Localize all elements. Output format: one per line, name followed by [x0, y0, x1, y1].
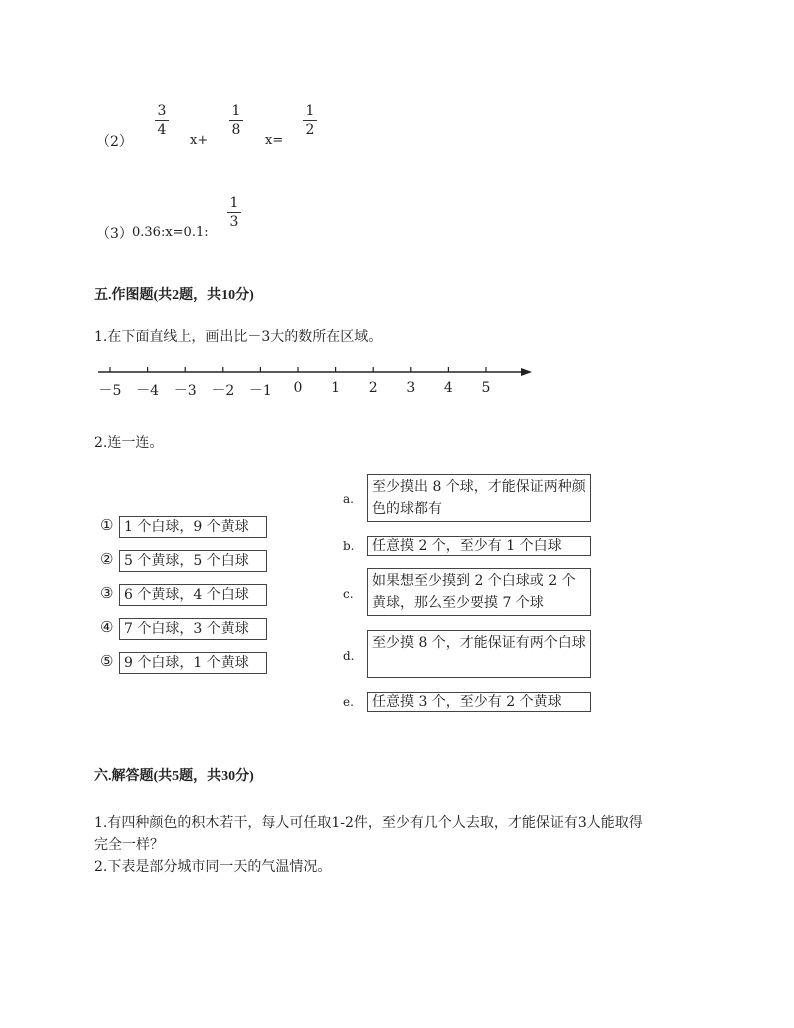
section-6-question-1-line-2: 完全一样？ [94, 837, 164, 853]
fraction-1-8 [226, 103, 246, 138]
fraction-numerator: 1 [229, 195, 239, 211]
number-line-tick-label: 5 [481, 380, 491, 396]
number-line-tick-label: －3 [173, 383, 197, 399]
section-6-question-1-line-1: 1.有四种颜色的积木若干，每人可任取1-2件，至少有几个人去取，才能保证有3人能取得 [94, 815, 643, 831]
number-line-arrow [521, 368, 532, 376]
problem-3-label: （3） [96, 226, 133, 242]
left-option-2[interactable]: 5 个黄球，5 个白球 [119, 550, 267, 572]
number-line-tick-label: －1 [248, 383, 272, 399]
section-5-title: 五.作图题(共2题，共10分) [94, 288, 254, 303]
fraction-numerator: 1 [231, 103, 241, 119]
left-mark-4: ④ [100, 618, 114, 636]
section-5-question-2: 2.连一连。 [94, 435, 164, 451]
fraction-bar [229, 120, 243, 121]
left-option-1[interactable]: 1 个白球，9 个黄球 [119, 516, 267, 538]
left-mark-1: ① [100, 516, 114, 534]
x-equals-text: x= [265, 133, 284, 148]
fraction-1-2 [300, 103, 320, 138]
right-mark-e: e. [343, 695, 354, 709]
fraction-numerator: 1 [305, 103, 315, 119]
left-option-5[interactable]: 9 个白球，1 个黄球 [119, 652, 267, 674]
fraction-denominator: 3 [229, 214, 239, 230]
section-5-question-1: 1.在下面直线上，画出比－3大的数所在区域。 [94, 329, 383, 345]
fraction-denominator: 2 [305, 122, 315, 138]
number-line-tick-label: 0 [293, 380, 303, 396]
fraction-denominator: 8 [231, 122, 241, 138]
left-option-3[interactable]: 6 个黄球，4 个白球 [119, 584, 267, 606]
right-option-d[interactable]: 至少摸 8 个，才能保证有两个白球 [367, 630, 591, 678]
left-mark-2: ② [100, 550, 114, 568]
number-line-tick-label: －5 [98, 383, 122, 399]
section-6-title: 六.解答题(共5题，共30分) [94, 769, 254, 784]
number-line-tick-label: －2 [211, 383, 235, 399]
number-line-tick-label: 1 [331, 380, 341, 396]
right-option-e[interactable]: 任意摸 3 个，至少有 2 个黄球 [367, 692, 591, 712]
fraction-1-3 [224, 195, 244, 230]
problem-3-expression: 0.36:x=0.1: [132, 225, 209, 240]
fraction-denominator: 4 [157, 122, 167, 138]
left-mark-5: ⑤ [100, 652, 114, 670]
right-option-a[interactable]: 至少摸出 8 个球，才能保证两种颜色的球都有 [367, 474, 591, 522]
fraction-bar [303, 120, 317, 121]
right-mark-c: c. [343, 587, 354, 601]
number-line-tick-label: 2 [368, 380, 378, 396]
number-line-tick-label: 4 [443, 380, 453, 396]
number-line-tick-label: －4 [136, 383, 160, 399]
right-mark-b: b. [343, 539, 355, 553]
left-mark-3: ③ [100, 584, 114, 602]
fraction-numerator: 3 [157, 103, 167, 119]
problem-2-label: （2） [96, 134, 133, 150]
fraction-bar [155, 120, 169, 121]
fraction-3-4 [152, 103, 172, 138]
section-6-question-2: 2.下表是部分城市同一天的气温情况。 [94, 859, 332, 875]
fraction-bar [227, 212, 241, 213]
x-plus-text: x+ [190, 133, 209, 148]
right-mark-a: a. [343, 492, 354, 506]
right-mark-d: d. [343, 649, 355, 663]
number-line[interactable] [94, 362, 539, 382]
number-line-tick-label: 3 [406, 380, 416, 396]
right-option-c[interactable]: 如果想至少摸到 2 个白球或 2 个黄球，那么至少要摸 7 个球 [367, 568, 591, 616]
left-option-4[interactable]: 7 个白球，3 个黄球 [119, 618, 267, 640]
right-option-b[interactable]: 任意摸 2 个，至少有 1 个白球 [367, 536, 591, 556]
